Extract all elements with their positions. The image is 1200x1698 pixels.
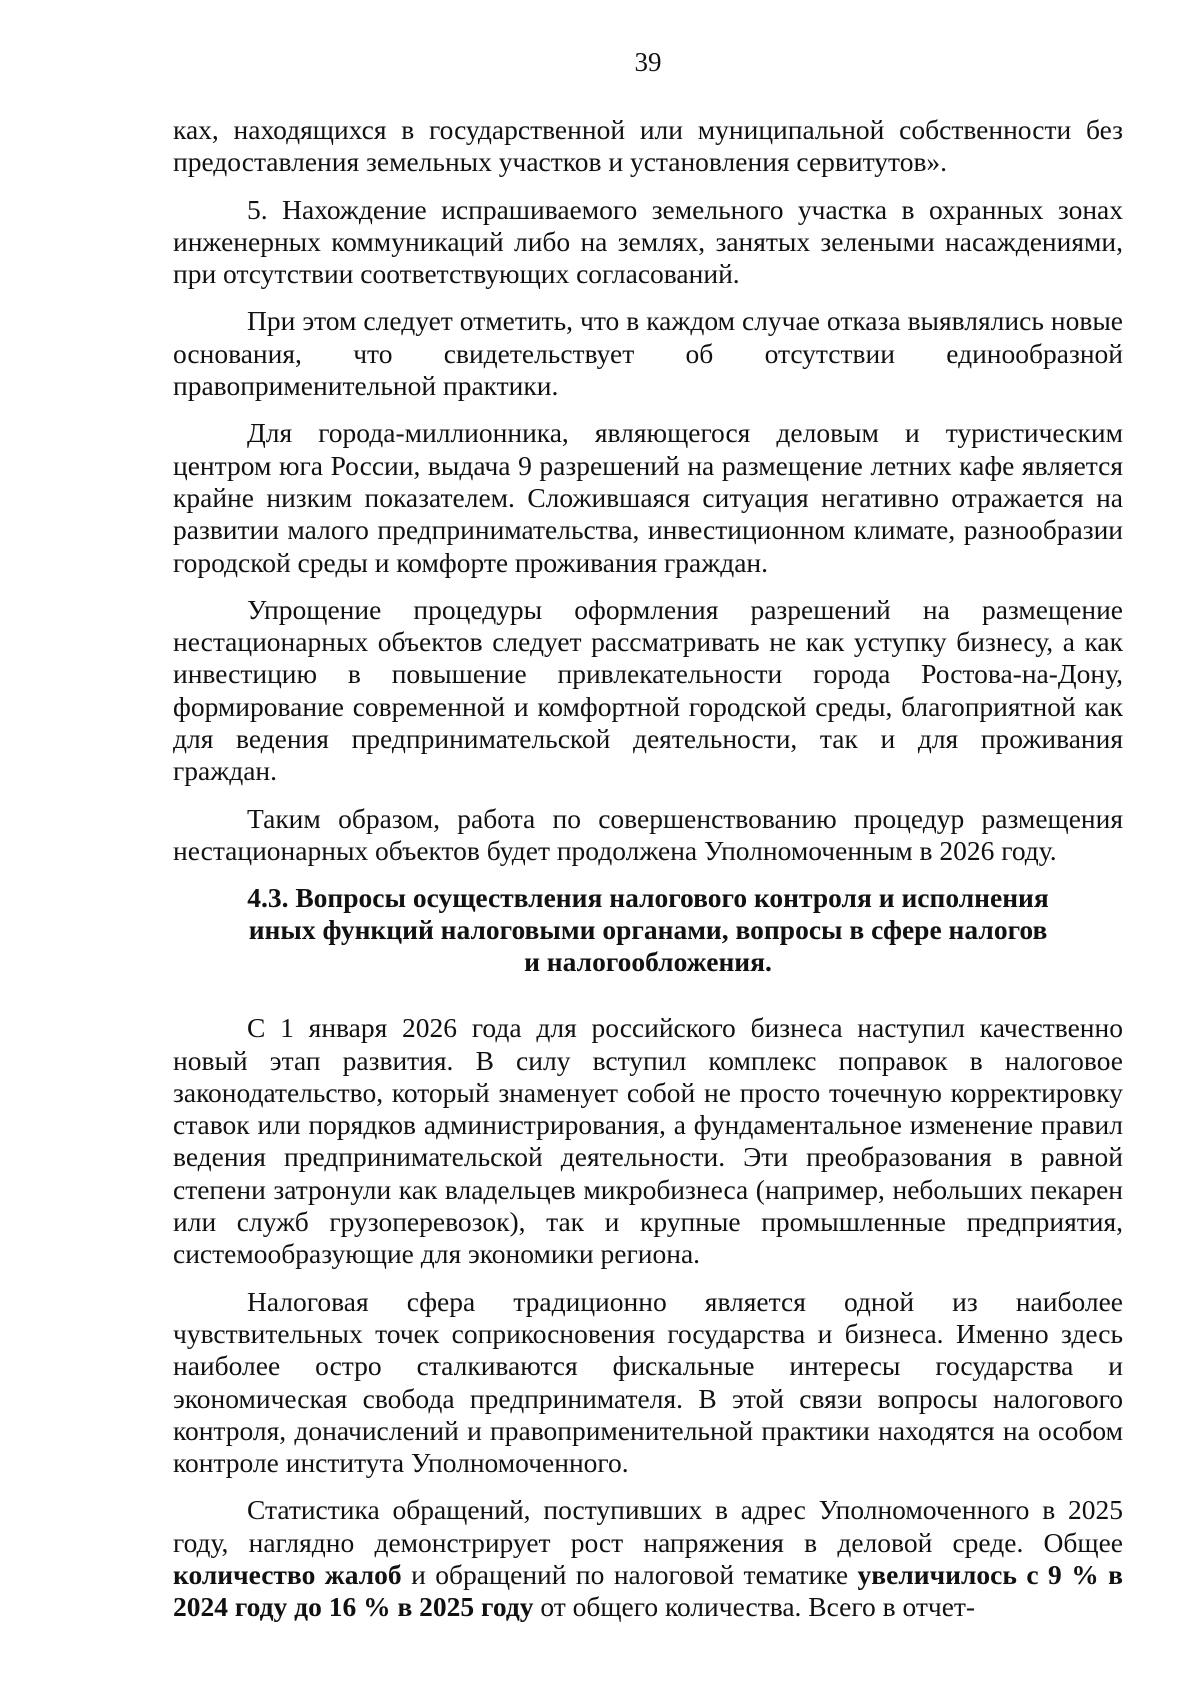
paragraph-summer-cafes: Для города-миллионника, являющегося деловым и туристическим центром юга России, выдача 9 разрешений на размещение летних кафе является крайне низким показателем. Сложившаяся ситуация негативно отражается на развитии малого предпринимательства, инвестиционном климате, разнообразии городской среды и комфорте проживания граждан. [173, 417, 1123, 578]
paragraph-conclusion: Таким образом, работа по совершенствованию процедур размещения нестационарных объектов будет продолжена Уполномоченным в 2026 году. [173, 802, 1123, 866]
paragraph-tax-sphere: Налоговая сфера традиционно является одной из наиболее чувствительных точек соприкосновения государства и бизнеса. Именно здесь наиболее остро сталкиваются фискальные интересы государства и экономическая свобода предпринимателя. В этой связи вопросы налогового контроля, доначислений и правоприменительной практики находятся на особом контроле института Уполномоченного. [173, 1285, 1123, 1479]
statistics-text: от общего количества. Всего в отчет- [533, 1591, 976, 1623]
statistics-text: и обращений по налоговой тематике [401, 1558, 858, 1590]
statistics-bold-text: количество жалоб [173, 1558, 402, 1590]
page-number: 39 [634, 47, 662, 77]
paragraph-refusal-grounds: При этом следует отметить, что в каждом случае отказа выявлялись новые основания, что свидетельствует об отсутствии единообразной правоприменительной практики. [173, 305, 1123, 402]
paragraph-item-5: 5. Нахождение испрашиваемого земельного участка в охранных зонах инженерных коммуникаций либо на землях, занятых зелеными насаждениями, при отсутствии соответствующих согласований. [173, 193, 1123, 290]
section-heading-line: иных функций налоговыми органами, вопросы в сфере налогов [248, 914, 1048, 946]
section-heading [173, 882, 1123, 978]
paragraph-continuation: ках, находящихся в государственной или муниципальной собственности без предоставления земельных участков и установления сервитутов». [173, 114, 1123, 178]
statistics-bold-text: увеличилось с 9 % в 2024 году до 16 % в 2025 году [173, 1558, 1124, 1623]
statistics-text: Статистика обращений, поступивших в адрес Уполномоченного в 2025 году, наглядно демонстрирует рост напряжения в деловой среде. Общее [173, 1494, 1123, 1558]
paragraph-statistics [173, 1494, 1123, 1623]
paragraph-simplification: Упрощение процедуры оформления разрешений на размещение нестационарных объектов следует рассматривать не как уступку бизнесу, а как инвестицию в повышение привлекательности города Ростова-на-Дону, формирование современной и комфортной городской среды, благоприятной как для ведения предпринимательской деятельности, так и для проживания граждан. [173, 593, 1123, 787]
document-body [173, 114, 1123, 1639]
section-heading-line: и налогообложения. [524, 946, 772, 978]
section-heading-line: 4.3. Вопросы осуществления налогового контроля и исполнения [247, 882, 1049, 914]
paragraph-tax-reform: С 1 января 2026 года для российского бизнеса наступил качественно новый этап развития. В силу вступил комплекс поправок в налоговое законодательство, который знаменует собой не просто точечную корректировку ставок или порядков администрирования, а фундаментальное изменение правил ведения предпринимательской деятельности. Эти преобразования в равной степени затронули как владельцев микробизнеса (например, небольших пекарен или служб грузоперевозок), так и крупные промышленные предприятия, системообразующие для экономики региона. [173, 1012, 1123, 1270]
